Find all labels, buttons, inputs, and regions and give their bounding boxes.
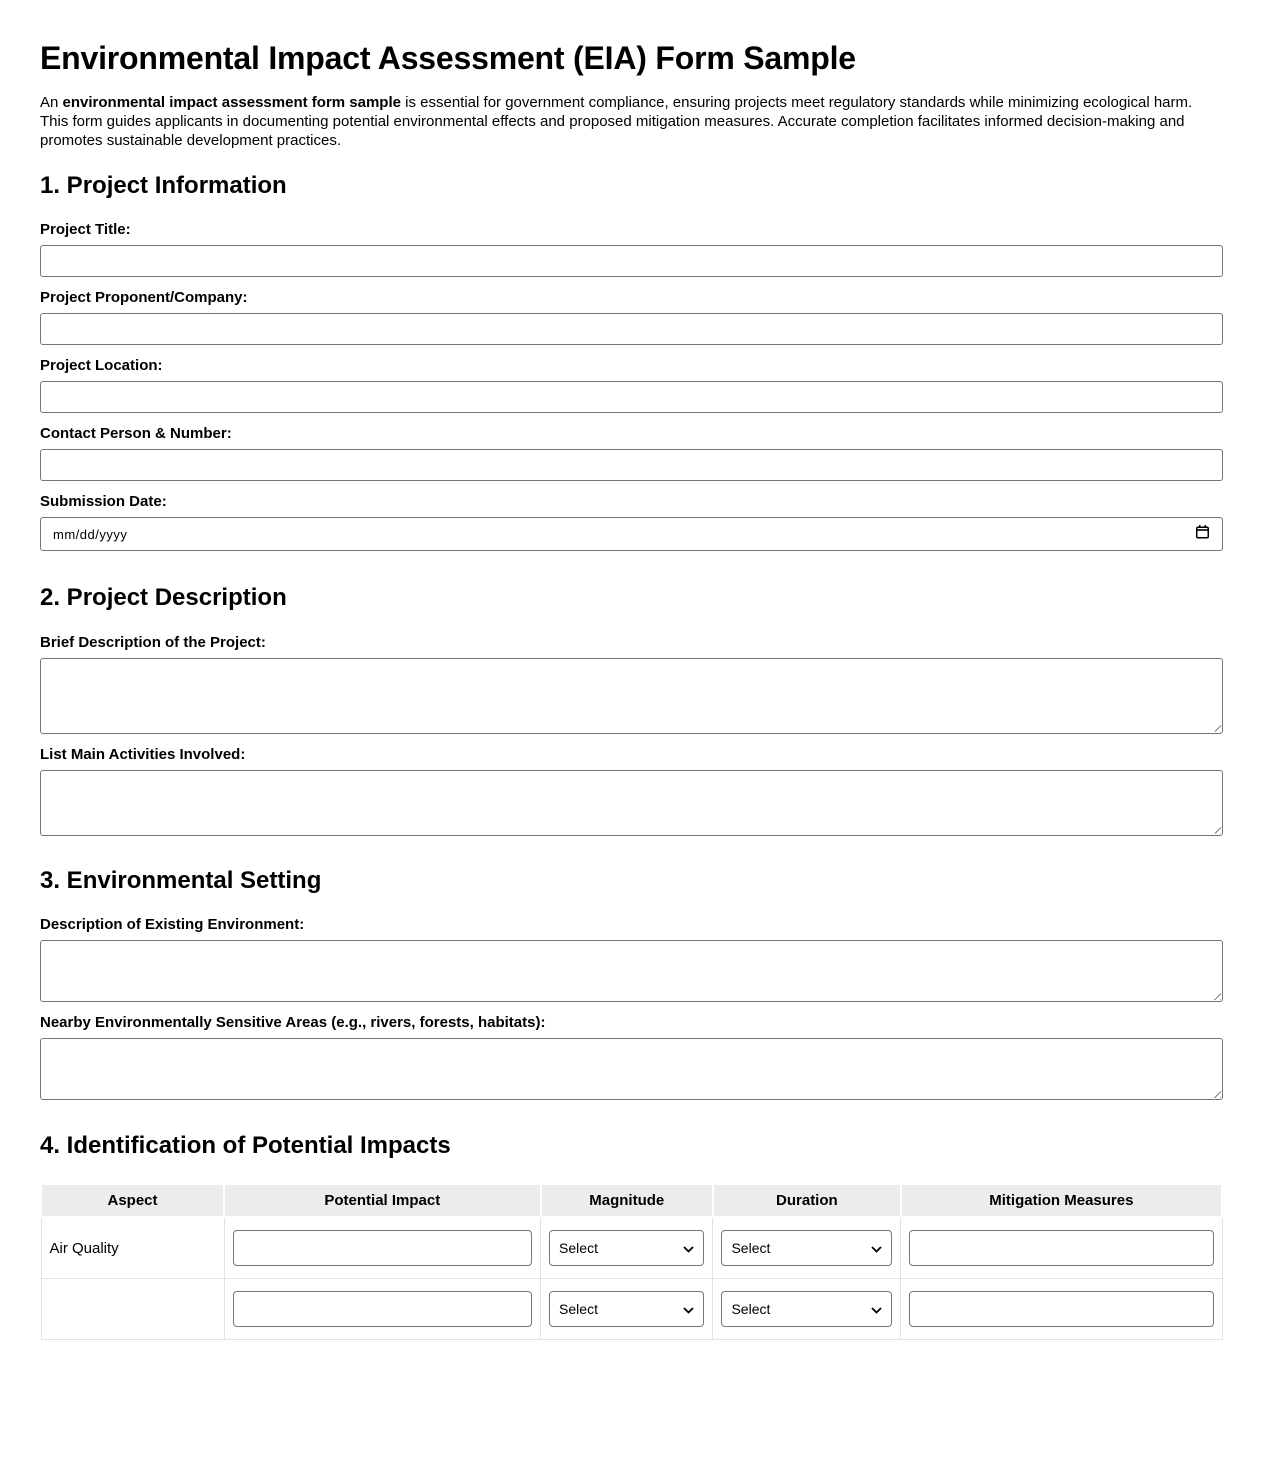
table-row-air-quality [41, 1217, 1222, 1279]
magnitude-select-value: Select [559, 1301, 598, 1318]
existing-environment-label: Description of Existing Environment: [40, 915, 305, 933]
project-location-input[interactable] [40, 381, 1223, 413]
calendar-icon[interactable] [1195, 524, 1210, 545]
contact-person-input[interactable] [40, 449, 1223, 481]
aspect-label [41, 1279, 224, 1340]
project-proponent-label: Project Proponent/Company: [40, 289, 248, 307]
potential-impact-input[interactable] [233, 1230, 533, 1266]
impacts-table [40, 1183, 1223, 1340]
page-title: Environmental Impact Assessment (EIA) Form Sample [40, 40, 856, 76]
form-content [40, 40, 1223, 1340]
section-heading-project-description: 2. Project Description [40, 584, 287, 612]
intro-paragraph [40, 93, 1223, 150]
mitigation-measures-input[interactable] [909, 1291, 1213, 1327]
existing-environment-wrap [40, 940, 1223, 1002]
brief-description-wrap [40, 658, 1223, 734]
main-activities-label: List Main Activities Involved: [40, 745, 246, 763]
potential-impact-input[interactable] [233, 1291, 533, 1327]
chevron-down-icon [683, 1301, 694, 1317]
intro-prefix: An [40, 93, 63, 111]
eia-form-page [0, 40, 1263, 1465]
chevron-down-icon [683, 1240, 694, 1256]
magnitude-select[interactable] [549, 1291, 704, 1327]
main-activities-wrap [40, 770, 1223, 836]
column-header-duration: Duration [713, 1184, 901, 1217]
submission-date-label: Submission Date: [40, 493, 167, 511]
section-heading-environmental-setting: 3. Environmental Setting [40, 866, 322, 894]
column-header-mitigation-measures: Mitigation Measures [901, 1184, 1222, 1217]
chevron-down-icon [871, 1301, 882, 1317]
table-row-partial [41, 1279, 1222, 1340]
intro-rest: is essential for government compliance, ensuring projects meet regulatory standards while minimizing ecological harm. This form guides applicants in documenting potential environmental effects and proposed mitigation measures. Accurate completion facilitates informed decision-making and promotes sustainable development practices. [40, 93, 1193, 149]
aspect-label: Air Quality [41, 1217, 224, 1279]
duration-select-value: Select [731, 1301, 771, 1318]
chevron-down-icon [871, 1240, 882, 1256]
column-header-aspect: Aspect [41, 1184, 224, 1217]
submission-date-input[interactable] [40, 517, 1223, 551]
brief-description-label: Brief Description of the Project: [40, 633, 266, 651]
section-heading-potential-impacts: 4. Identification of Potential Impacts [40, 1131, 451, 1159]
existing-environment-textarea[interactable] [40, 940, 1223, 1002]
main-activities-textarea[interactable] [40, 770, 1223, 836]
sensitive-areas-textarea[interactable] [40, 1038, 1223, 1100]
section-heading-project-information: 1. Project Information [40, 171, 287, 199]
project-title-label: Project Title: [40, 221, 131, 239]
contact-person-label: Contact Person & Number: [40, 425, 232, 443]
magnitude-select[interactable] [549, 1230, 704, 1266]
table-header-row [41, 1184, 1222, 1217]
duration-select[interactable] [721, 1230, 892, 1266]
sensitive-areas-label: Nearby Environmentally Sensitive Areas (e.g., rivers, forests, habitats): [40, 1013, 546, 1031]
project-proponent-input[interactable] [40, 313, 1223, 345]
magnitude-select-value: Select [559, 1240, 598, 1257]
content-clip [0, 40, 1263, 1318]
duration-select[interactable] [721, 1291, 892, 1327]
project-title-input[interactable] [40, 245, 1223, 277]
sensitive-areas-wrap [40, 1038, 1223, 1100]
column-header-potential-impact: Potential Impact [224, 1184, 541, 1217]
brief-description-textarea[interactable] [40, 658, 1223, 734]
mitigation-measures-input[interactable] [909, 1230, 1213, 1266]
column-header-magnitude: Magnitude [541, 1184, 713, 1217]
date-placeholder: mm/dd/yyyy [53, 526, 128, 542]
project-location-label: Project Location: [40, 357, 163, 375]
duration-select-value: Select [731, 1240, 771, 1257]
intro-bold-phrase: environmental impact assessment form sample [62, 93, 401, 111]
